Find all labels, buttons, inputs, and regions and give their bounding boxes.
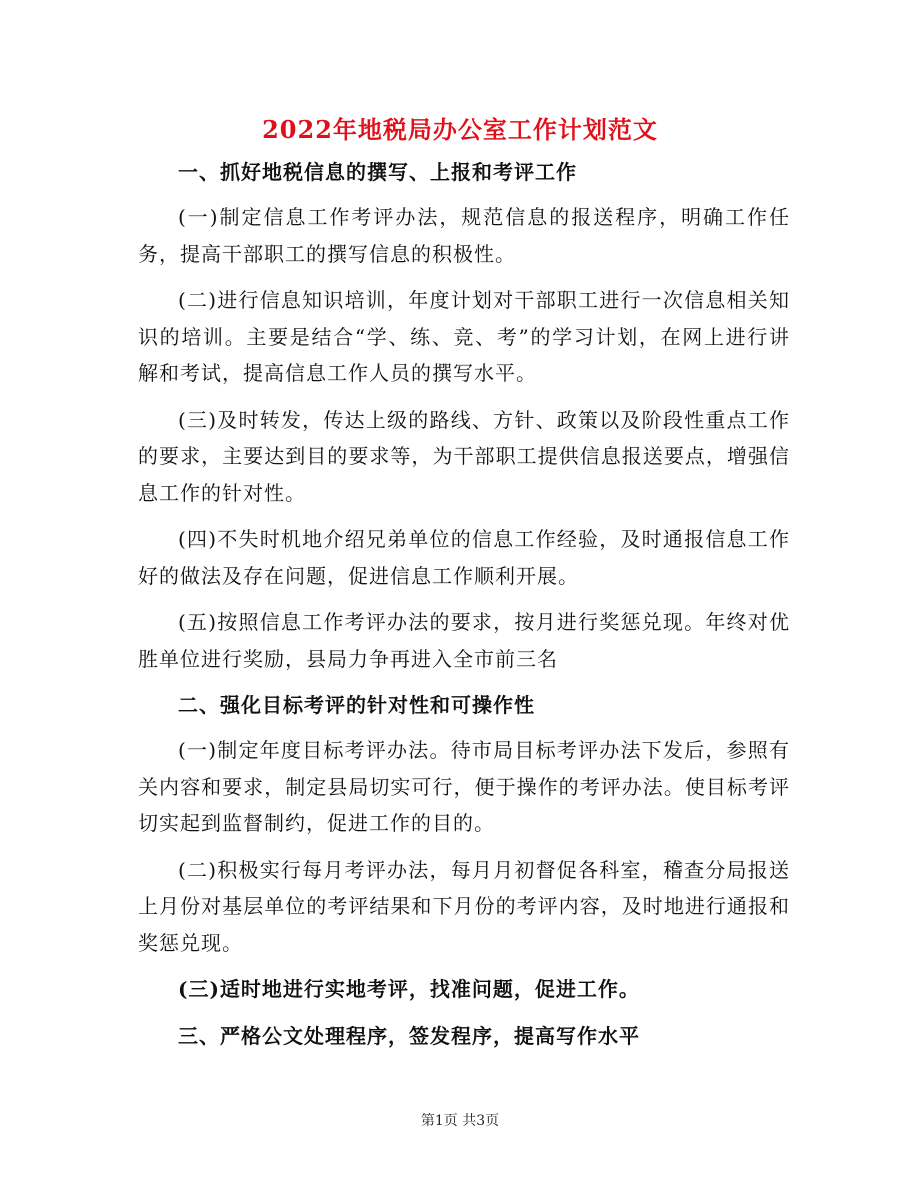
paragraph-1-4: (四)不失时机地介绍兄弟单位的信息工作经验，及时通报信息工作好的做法及存在问题，促进信息工作顺利开展。	[138, 527, 790, 588]
page-footer: 第1页 共3页	[420, 1113, 500, 1129]
paragraph-1-5: (五)按照信息工作考评办法的要求，按月进行奖惩兑现。年终对优胜单位进行奖励，县局力争再进入全市前三名	[138, 610, 790, 671]
paragraph-2-2: (二)积极实行每月考评办法，每月月初督促各科室，稽查分局报送上月份对基层单位的考评结果和下月份的考评内容，及时地进行通报和奖惩兑现。	[138, 857, 790, 955]
section-heading-3: 三、严格公文处理程序，签发程序，提高写作水平	[178, 1024, 640, 1048]
document-title: 2022年地税局办公室工作计划范文	[262, 115, 658, 144]
document-body	[138, 154, 790, 1063]
paragraph-2-3-bold: (三)适时地进行实地考评，找准问题，促进工作。	[178, 977, 640, 1001]
section-heading-1: 一、抓好地税信息的撰写、上报和考评工作	[178, 160, 577, 184]
paragraph-2-1: (一)制定年度目标考评办法。待市局目标考评办法下发后，参照有关内容和要求，制定县局切实可行，便于操作的考评办法。使目标考评切实起到监督制约，促进工作的目的。	[138, 738, 790, 835]
paragraph-1-3: (三)及时转发，传达上级的路线、方针、政策以及阶段性重点工作的要求，主要达到目的要求等，为干部职工提供信息报送要点，增强信息工作的针对性。	[138, 407, 790, 505]
section-heading-2: 二、强化目标考评的针对性和可操作性	[178, 693, 535, 717]
paragraph-1-2: (二)进行信息知识培训，年度计划对干部职工进行一次信息相关知识的培训。主要是结合“学、练、竞、考”的学习计划，在网上进行讲解和考试，提高信息工作人员的撰写水平。	[138, 288, 790, 385]
paragraph-1-1: (一)制定信息工作考评办法，规范信息的报送程序，明确工作任务，提高干部职工的撰写信息的积极性。	[138, 205, 790, 266]
